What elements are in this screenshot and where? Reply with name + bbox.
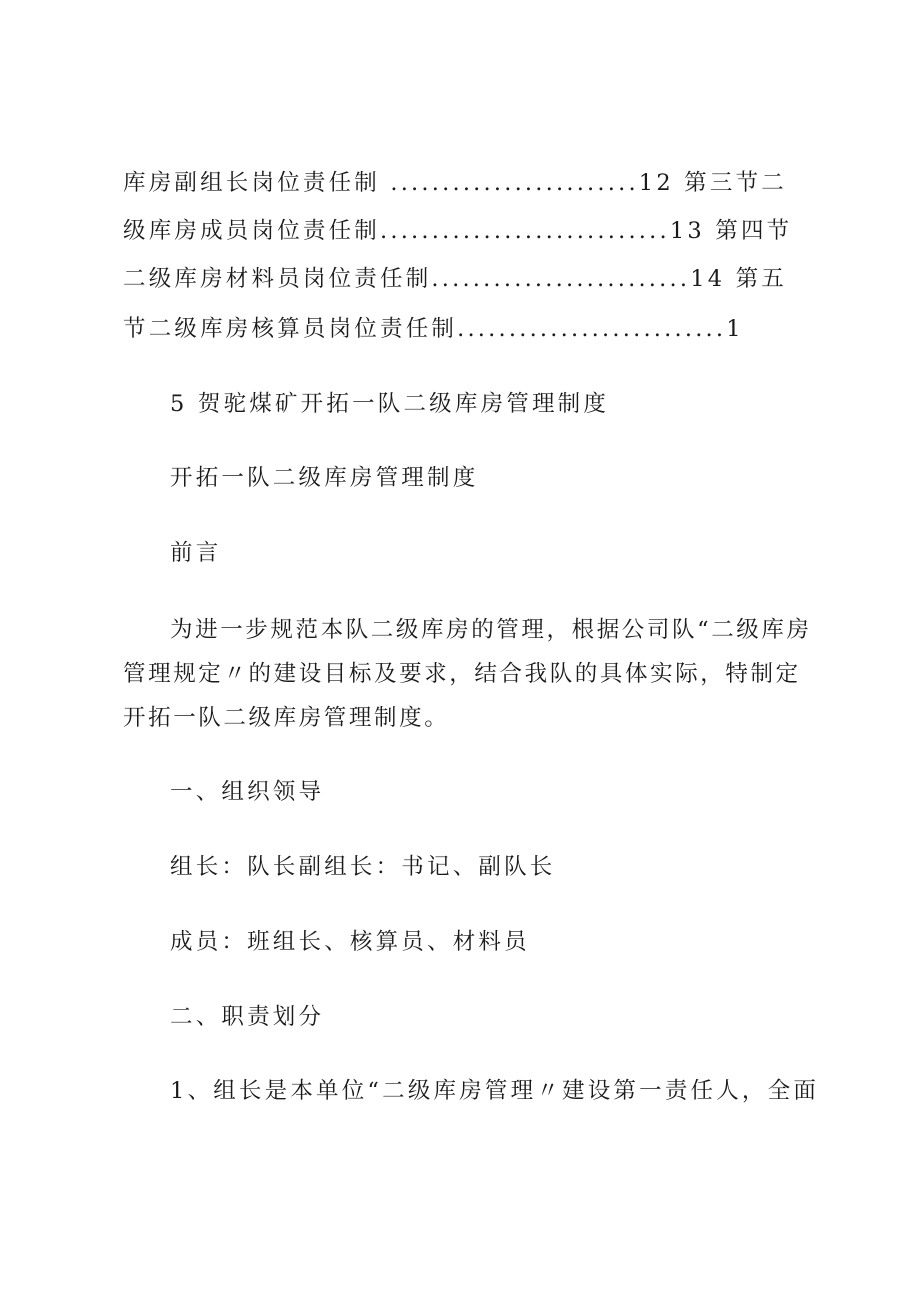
preface-title: 前言 [170,540,222,566]
section-duties-title: 二、职责划分 [170,1004,325,1030]
toc-line-4: 节二级库房核算员岗位责任制..........................1 [123,316,744,342]
leaders-line: 组长：队长副组长：书记、副队长 [170,854,556,880]
toc-line-2: 级库房成员岗位责任制............................13 第四节 [123,218,793,244]
toc-line-1: 库房副组长岗位责任制 ........................12 第三节二 [123,170,787,196]
members-line: 成员：班组长、核算员、材料员 [170,929,530,955]
preface-body: 为进一步规范本队二级库房的管理，根据公司队“二级库房管理规定〃的建设目标及要求，结合我队的具体实际，特制定开拓一队二级库房管理制度。 [123,617,812,731]
section-organization-title: 一、组织领导 [170,779,325,805]
document-heading: 5 贺驼煤矿开拓一队二级库房管理制度 [170,391,610,417]
document-subtitle: 开拓一队二级库房管理制度 [170,465,479,491]
duty-item-1: 1、组长是本单位“二级库房管理〃建设第一责任人，全面 [170,1078,820,1104]
toc-line-3: 二级库房材料员岗位责任制.........................14 第五 [123,266,787,292]
